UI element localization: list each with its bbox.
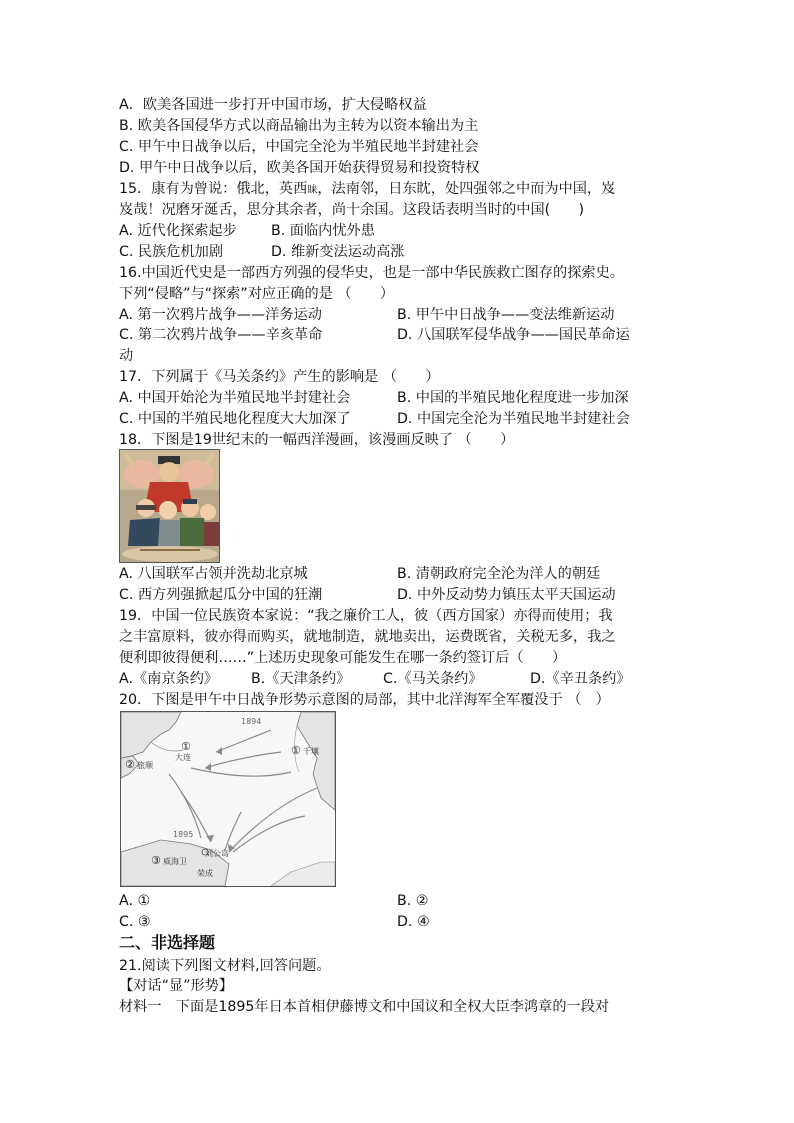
map-marker-3: ③ [151,854,161,867]
map-place-dalian: 大连 [175,753,191,762]
q19-stem-line1: 19．中国一位民族资本家说：“我之廉价工人，彼（西方国家）亦得而使用；我 [119,608,613,624]
map-place-liugong: 刘公岛 [205,849,229,858]
q18-option-b: B. 清朝政府完全沦为洋人的朝廷 [397,566,601,582]
q14-option-b: B. 欧美各国侵华方式以商品输出为主转为以资本输出为主 [119,118,479,134]
q19-stem-line2: 之丰富原料，彼亦得而购买，就地制造，就地卖出，运费既省，关税无多，我之 [119,629,616,645]
q20-option-b: B. ② [397,893,429,909]
q17-option-c: C. 中国的半殖民地化程度大大加深了 [119,411,351,427]
map-marker-2: ② [125,758,135,771]
map-marker-4: ① [291,744,301,757]
q14-option-d: D. 甲午中日战争以后，欧美各国开始获得贸易和投资特权 [119,160,480,176]
q14-option-a: A．欧美各国进一步打开中国市场，扩大侵略权益 [119,97,427,113]
q17-option-b: B. 中国的半殖民地化程度进一步加深 [397,390,629,406]
q18-option-c: C. 西方列强掀起瓜分中国的狂潮 [119,587,323,603]
q20-option-a: A. ① [119,893,151,909]
q17-option-d: D. 中国完全沦为半殖民地半封建社会 [397,411,630,427]
q20-stem: 20．下图是甲午中日战争形势示意图的局部，其中北洋海军全军覆没于 （ ） [119,692,610,708]
land-korea [297,712,335,810]
q16-option-c: C. 第二次鸦片战争——辛亥革命 [119,327,323,343]
q15-option-a: A. 近代化探索起步 [119,223,237,239]
q14-option-c: C. 甲午中日战争以后，中国完全沦为半殖民地半封建社会 [119,139,479,155]
cartoon-illustration [120,450,219,562]
war-map [120,711,336,887]
q19-stem-line3: 便利即彼得便利……”上述历史现象可能发生在哪一条约签订后（ ） [119,650,567,666]
q17-option-a: A. 中国开始沦为半殖民地半封建社会 [119,390,351,406]
map-place-lushun: 旅顺 [137,761,153,770]
q16-option-d: D. 八国联军侵华战争——国民革命运 [397,327,630,343]
q20-option-c: C. ③ [119,914,151,930]
q21-material-one: 材料一 下面是1895年日本首相伊藤博文和中国议和全权大臣李鸿章的一段对 [119,999,610,1015]
q16-stem-line1: 16.中国近代史是一部西方列强的侵华史，也是一部中华民族救亡图存的探索史。 [119,265,624,281]
map-year-1895: 1895 [173,830,194,839]
q16-option-a: A. 第一次鸦片战争——洋务运动 [119,307,322,323]
section-two-heading: 二、非选择题 [119,933,216,952]
map-year-1894: 1894 [241,717,262,726]
q15-stem-line1: 15．康有为曾说：俄北，英西睐，法南邻，日东眈，处四强邻之中而为中国，岌 [119,181,616,197]
q15-option-b: B. 面临内忧外患 [271,223,375,239]
q16-option-b: B. 甲午中日战争——变法维新运动 [397,307,615,323]
q18-option-d: D. 中外反动势力镇压太平天国运动 [397,587,616,603]
q18-option-a: A. 八国联军占领并洗劫北京城 [119,566,308,582]
q16-option-d-wrap: 动 [119,348,134,364]
map-marker-1: ① [181,740,191,753]
q15-option-c: C. 民族危机加剧 [119,244,224,260]
map-place-weihaiwei: 威海卫 [163,857,187,866]
cartoon-image [119,449,220,563]
map-place-right: 千壤 [303,747,319,756]
q21-subheading: 【对话“显”形势】 [119,978,234,994]
q19-option-c: C.《马关条约》 [383,671,483,687]
q19-option-d: D.《辛丑条约》 [530,671,631,687]
q21-stem: 21.阅读下列图文材料,回答问题。 [119,958,331,974]
q16-stem-line2: 下列“侵略”与“探索”对应正确的是 （ ） [119,286,395,302]
war-map-graphic [121,712,335,886]
q15-option-d: D. 维新变法运动高涨 [271,244,405,260]
q19-option-b: B.《天津条约》 [251,671,351,687]
q17-stem: 17．下列属于《马关条约》产生的影响是 （ ） [119,369,440,385]
q20-option-d: D. ④ [397,914,430,930]
map-place-rongcheng: 荣成 [197,869,213,878]
q18-stem: 18．下图是19世纪末的一幅西洋漫画，该漫画反映了 （ ） [119,432,515,448]
q19-option-a: A.《南京条约》 [119,671,219,687]
q15-stem-line2: 岌哉！况磨牙涎舌，思分其余者，尚十余国。这段话表明当时的中国( ) [119,202,585,218]
